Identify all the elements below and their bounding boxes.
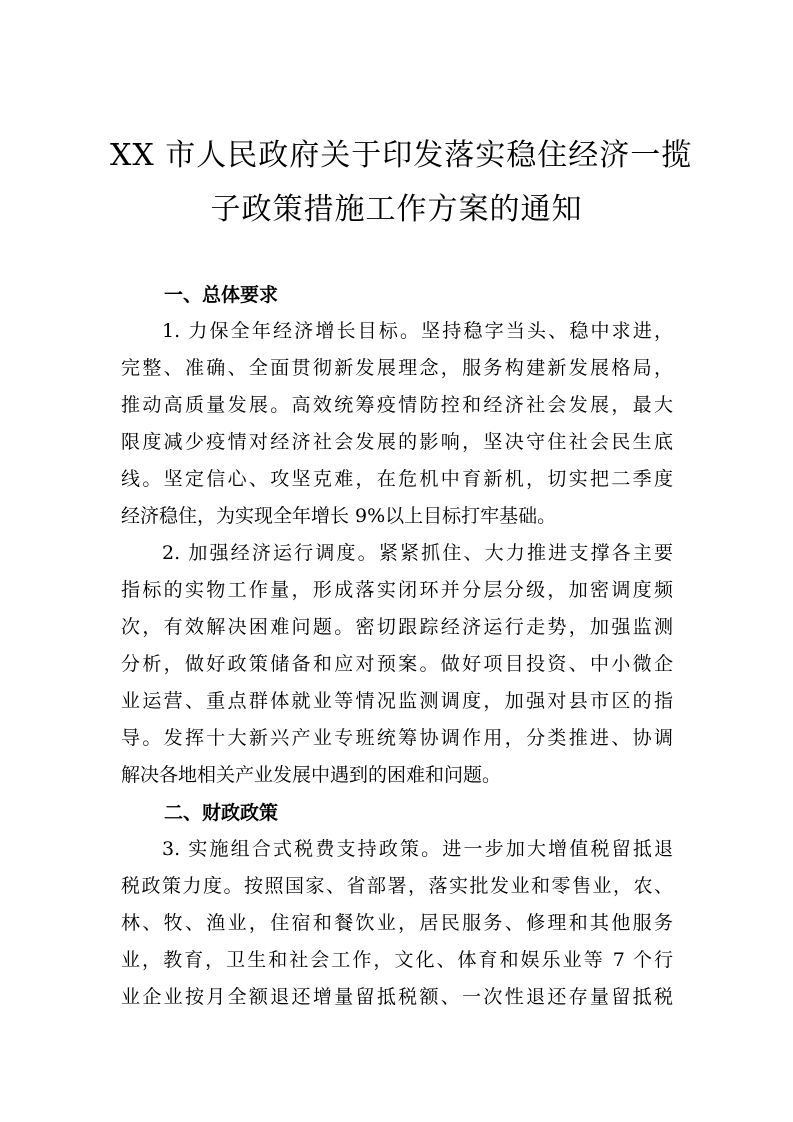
document-title-line-1: XX 市人民政府关于印发落实稳住经济一揽 xyxy=(110,138,693,173)
section-heading-fiscal-policy: 二、财政政策 xyxy=(164,802,279,824)
paragraph-line: 业，教育，卫生和社会工作，文化、体育和娱乐业等 7 个行 xyxy=(121,949,673,971)
paragraph-line: 经济稳住，为实现全年增长 9%以上目标打牢基础。 xyxy=(121,505,557,527)
paragraph-line: 完整、准确、全面贯彻新发展理念，服务构建新发展格局， xyxy=(121,357,673,379)
paragraph-line: 线。坚定信心、攻坚克难，在危机中育新机，切实把二季度 xyxy=(121,468,673,490)
paragraph-line: 林、牧、渔业，住宿和餐饮业，居民服务、修理和其他服务 xyxy=(121,912,673,934)
paragraph-line: 推动高质量发展。高效统筹疫情防控和经济社会发展，最大 xyxy=(121,394,673,416)
paragraph-line: 2. 加强经济运行调度。紧紧抓住、大力推进支撑各主要 xyxy=(162,542,673,564)
section-heading-general-requirements: 一、总体要求 xyxy=(164,284,279,306)
paragraph-line: 3. 实施组合式税费支持政策。进一步加大增值税留抵退 xyxy=(162,838,673,860)
paragraph-line: 税政策力度。按照国家、省部署，落实批发业和零售业，农、 xyxy=(121,875,673,897)
paragraph-line: 限度减少疫情对经济社会发展的影响，坚决守住社会民生底 xyxy=(121,431,673,453)
paragraph-line: 次，有效解决困难问题。密切跟踪经济运行走势，加强监测 xyxy=(121,616,673,638)
paragraph-line: 业企业按月全额退还增量留抵税额、一次性退还存量留抵税 xyxy=(121,986,673,1008)
paragraph-line: 分析，做好政策储备和应对预案。做好项目投资、中小微企 xyxy=(121,653,673,675)
paragraph-line: 指标的实物工作量，形成落实闭环并分层分级，加密调度频 xyxy=(121,579,673,601)
paragraph-line: 解决各地相关产业发展中遇到的困难和问题。 xyxy=(121,764,502,786)
paragraph-line: 业运营、重点群体就业等情况监测调度，加强对县市区的指 xyxy=(121,690,673,712)
paragraph-line: 导。发挥十大新兴产业专班统筹协调作用，分类推进、协调 xyxy=(121,727,673,749)
document-title-line-2: 子政策措施工作方案的通知 xyxy=(210,192,583,227)
paragraph-line: 1. 力保全年经济增长目标。坚持稳字当头、稳中求进， xyxy=(162,320,673,342)
